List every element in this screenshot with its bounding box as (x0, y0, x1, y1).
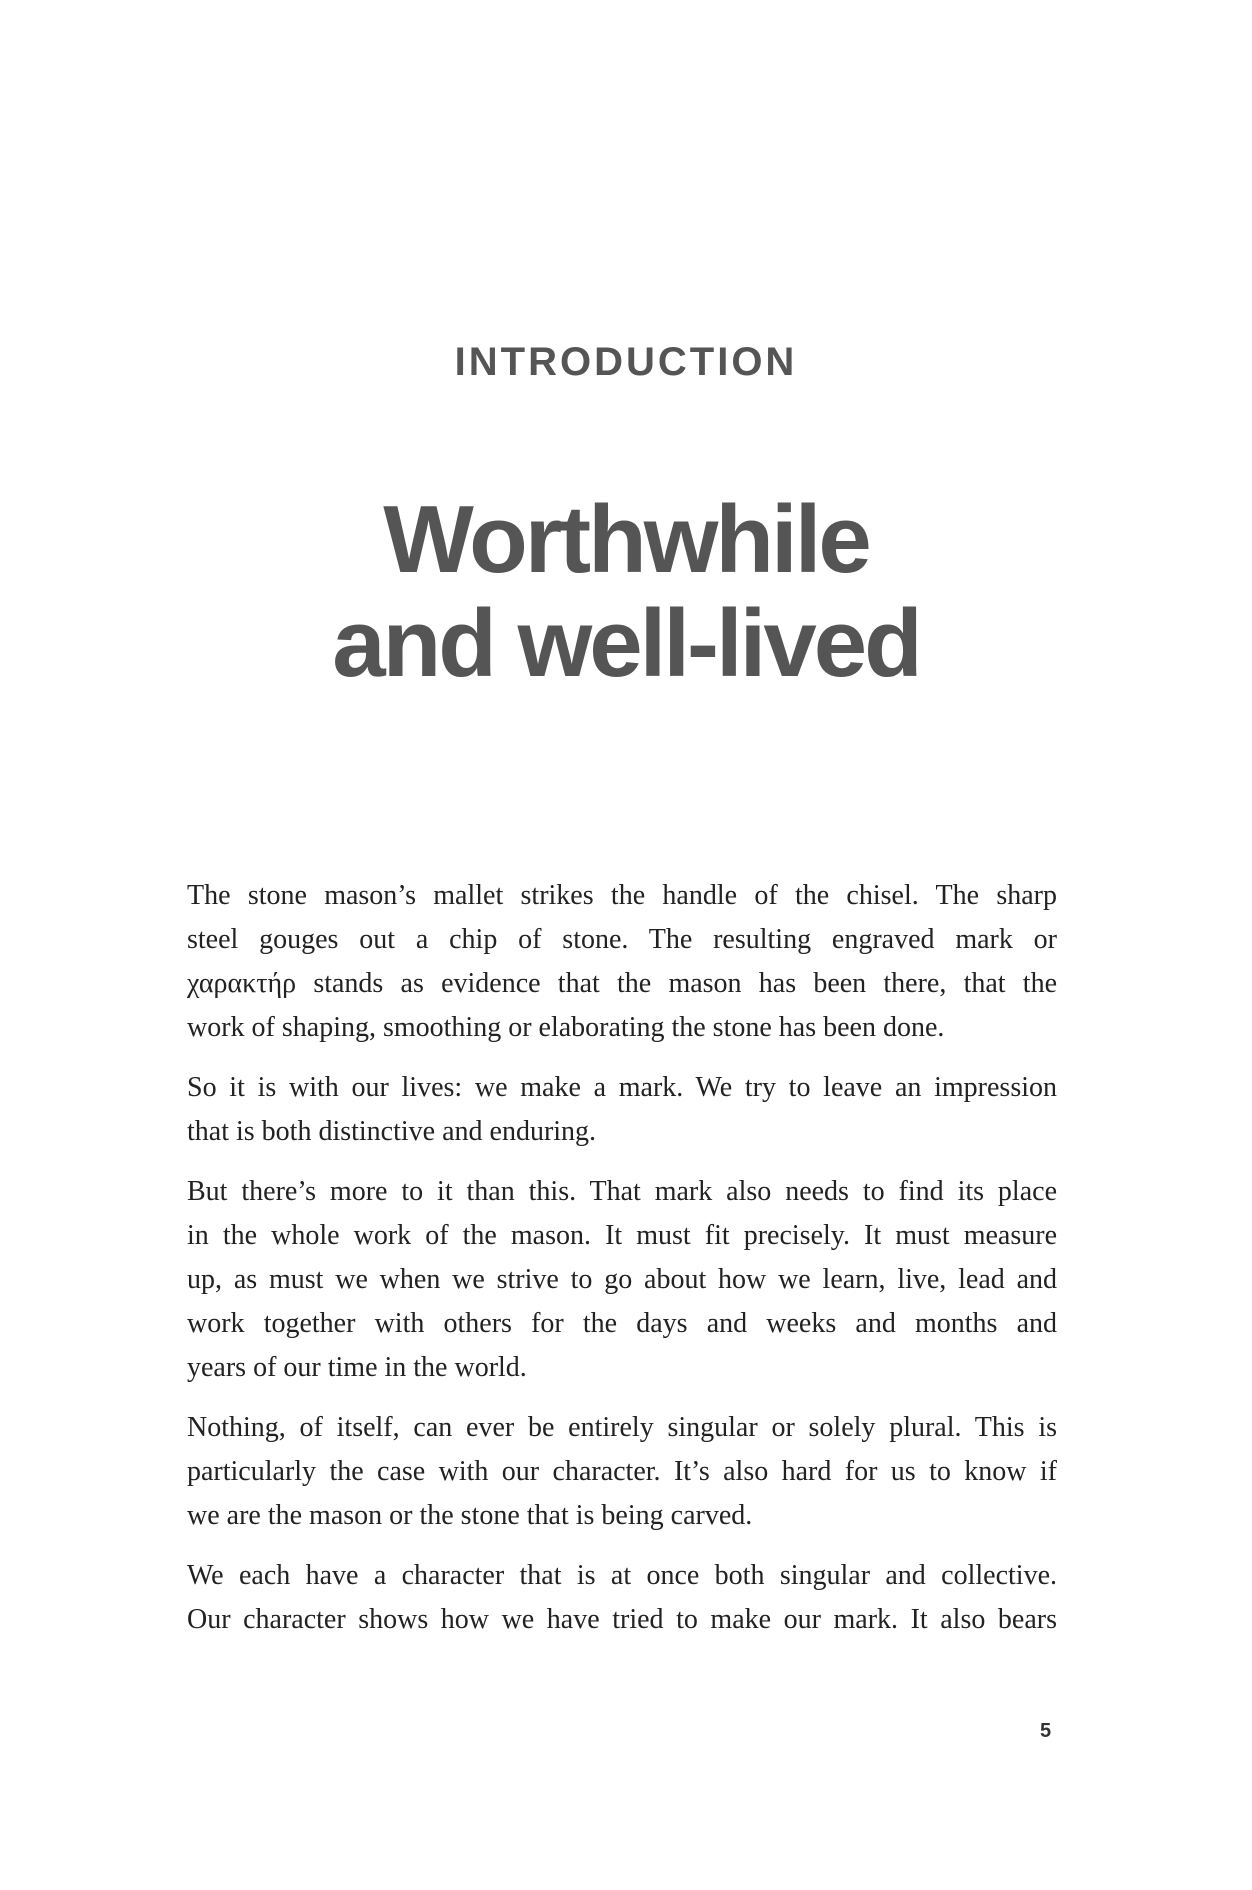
paragraph (187, 874, 1057, 1050)
text-line: So it is with our lives: we make a mark. We try to leave an impression (187, 1072, 1057, 1103)
text-line: years of our time in the world. (187, 1352, 527, 1383)
paragraph (187, 1170, 1057, 1390)
text-line: Our character shows how we have tried to make our mark. It also bears (187, 1604, 1057, 1635)
paragraph (187, 1554, 1057, 1642)
text-line: up, as must we when we strive to go about how we learn, live, lead and (187, 1264, 1057, 1295)
chapter-title-line: Worthwhile (383, 486, 869, 593)
text-line: steel gouges out a chip of stone. The resulting engraved mark or (187, 924, 1057, 955)
chapter-label: INTRODUCTION (454, 340, 798, 384)
text-line: work of shaping, smoothing or elaborating the stone has been done. (187, 1012, 945, 1043)
text-line: work together with others for the days and weeks and months and (187, 1308, 1057, 1339)
text-line: χαρακτήρ stands as evidence that the mason has been there, that the (187, 968, 1057, 999)
chapter-title (0, 488, 1252, 696)
body-text (187, 874, 1057, 1658)
text-line: we are the mason or the stone that is being carved. (187, 1500, 753, 1531)
text-line: But there’s more to it than this. That mark also needs to find its place (187, 1176, 1057, 1207)
text-line: particularly the case with our character. It’s also hard for us to know if (187, 1456, 1057, 1487)
text-line: in the whole work of the mason. It must fit precisely. It must measure (187, 1220, 1057, 1251)
text-line: Nothing, of itself, can ever be entirely singular or solely plural. This is (187, 1412, 1057, 1443)
text-line: We each have a character that is at once both singular and collective. (187, 1560, 1057, 1591)
chapter-title-line: and well-lived (332, 590, 920, 697)
paragraph (187, 1066, 1057, 1154)
text-line: The stone mason’s mallet strikes the handle of the chisel. The sharp (187, 880, 1057, 911)
paragraph (187, 1406, 1057, 1538)
text-line: that is both distinctive and enduring. (187, 1116, 597, 1147)
page-number: 5 (1040, 1720, 1052, 1742)
